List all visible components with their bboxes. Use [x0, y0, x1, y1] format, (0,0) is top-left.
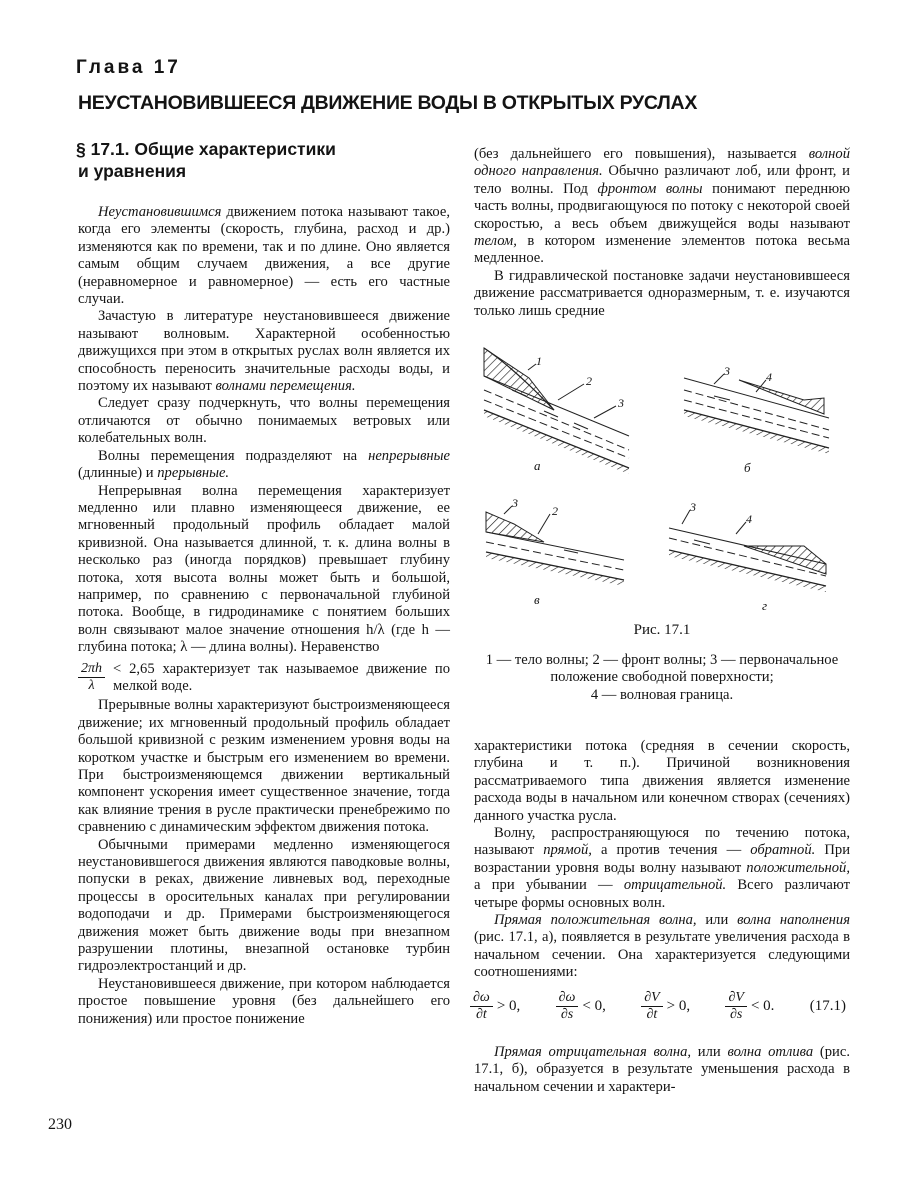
equation-term — [556, 990, 606, 1023]
callout-4: 4 — [766, 370, 772, 384]
legend-line: 1 — тело волны; 2 — фронт волны; 3 — первоначальное положение свободной поверхности; — [485, 652, 839, 686]
fraction-numerator: 2πh — [78, 661, 105, 678]
term-italic: Прямая положительная волна, — [494, 912, 697, 929]
term-italic: волна наполнения — [737, 912, 850, 929]
paragraph — [78, 483, 450, 657]
text: < 2,65 характеризует так называемое движение по мелкой воде. — [113, 660, 450, 694]
relation: < 0, — [582, 998, 606, 1014]
text: в котором изменение элементов потока весьма медленное. — [474, 233, 850, 267]
relation: < 0. — [750, 998, 775, 1014]
equation-term — [725, 990, 774, 1023]
term-italic: телом, — [474, 233, 517, 250]
chapter-title: НЕУСТАНОВИВШЕЕСЯ ДВИЖЕНИЕ ВОДЫ В ОТКРЫТЫХ РУСЛАХ — [78, 92, 698, 114]
paragraph — [78, 204, 450, 308]
fraction-numerator: ∂ω — [556, 990, 579, 1007]
term-italic: волна отлива — [727, 1044, 814, 1060]
callout-2: 2 — [552, 504, 558, 518]
panel-label-d: г — [762, 598, 768, 613]
fraction-denominator: λ — [88, 678, 95, 694]
figure-legend — [474, 652, 850, 704]
text: а при убывании — — [474, 877, 624, 894]
text: Непрерывная волна перемещения характеризует медленно или плавно изменяющееся движение, ее мгновенный продольный профиль обладает малой кривизной. Она называется длинной, т. к. длина волны в несколько раз (иногда порядков) превышает глубину потока, хотя высота волны может быть и большой, например, по сравнению с первоначальной глубиной потока. Вообще, в гидродинамике с понятием больших волн связывают малое значение отношения h/λ (где h — глубина потока; λ — длина волны). Неравенство — [78, 482, 450, 656]
relation: > 0, — [496, 998, 521, 1014]
page-number: 230 — [48, 1116, 72, 1133]
legend-line: 4 — волновая граница. — [590, 686, 734, 703]
callout-3: 3 — [724, 364, 730, 378]
text: или — [691, 1044, 728, 1060]
text: (рис. 17.1, а), появляется в результате увеличения расхода в начальном сечении. Она характеризуется следующими соотношениями: — [474, 929, 850, 981]
fraction-denominator: ∂t — [646, 1007, 658, 1022]
figure-drawing — [474, 338, 850, 628]
term-italic: непрерывные — [368, 447, 450, 464]
panel-label-b: б — [744, 460, 751, 475]
paragraph — [474, 825, 850, 912]
text: (рис. 17.1, б), образуется в результате уменьшения расхода в начальном сечении и характери- — [474, 1044, 850, 1095]
paragraph: Неустановившееся движение, при котором наблюдается простое повышение уровня (без дальнейшего его понижения) или простое понижение — [78, 975, 450, 1027]
chapter-label: Глава 17 — [76, 57, 181, 78]
term-italic: Неустановившимся — [98, 204, 222, 220]
term-italic: обратной. — [750, 842, 816, 859]
paragraph: характеристики потока (средняя в сечении скорость, глубина и т. п.). Причиной возникновения рассматриваемого типа движения является изменение расхода воды в начальном или конечном створах (сечениях) данного участка русла. — [474, 738, 850, 824]
paragraph: Обычными примерами медленно изменяющегося неустановившегося движения являются паводковые волны, попуски в реках, движение ливневых вод, переходные процессы в оросительных каналах при регулировании водоподачи и др. Примерами быстроизменяющегося движения может быть движение воды при внезапном разрушении плотины, внезапной остановке турбин гидроэлектростанций и др. — [78, 836, 450, 975]
callout-3: 3 — [618, 396, 624, 410]
paragraph: В гидравлической постановке задачи неустановившееся движение рассматривается одноразмерным, т. е. изучаются только лишь средние — [474, 267, 850, 319]
paragraph — [474, 1044, 850, 1096]
panel-b — [684, 374, 829, 454]
panel-label-a: а — [534, 458, 541, 473]
inequality-line — [78, 661, 450, 696]
callout-4: 4 — [746, 512, 752, 526]
text: Обычно различают лоб, или фронт, и тело волны. Под — [474, 163, 850, 197]
paragraph — [78, 308, 450, 395]
term-italic: положительной, — [746, 859, 850, 876]
paragraph — [78, 448, 450, 483]
text: Зачастую в литературе неустановившееся движение называют волновым. Характерной особенностью движущихся при этом в открытых руслах волн является их способность переносить значительные расходы воды, и поэтому их называют — [78, 308, 450, 395]
paragraph — [474, 146, 850, 268]
term-italic: Прямая отрицательная волна, — [494, 1044, 692, 1060]
callout-3: 3 — [690, 500, 696, 514]
term-italic: волной одного направления. — [474, 146, 850, 180]
fraction — [470, 990, 493, 1023]
panel-a — [484, 348, 629, 474]
fraction-denominator: ∂s — [560, 1007, 574, 1022]
paragraph: Прерывные волны характеризуют быстроизменяющееся движение; их мгновенный продольный профиль обладает большой кривизной с резким изменением уровня воды на коротком участке и быстрым его изменением во времени. При быстроизменяющемся движении вертикальный компонент ускорения имеет существенное значение, тогда как влияние трения в русле практически пренебрежимо по сравнению с динамическим эффектом движения потока. — [78, 697, 450, 836]
text: (без дальнейшего его повышения), называется — [474, 146, 809, 162]
text: (длинные) и — [78, 465, 158, 482]
fraction-numerator: ∂V — [641, 990, 662, 1007]
term-italic: прерывные. — [157, 465, 230, 482]
right-column-top — [474, 146, 850, 320]
section-title — [76, 138, 406, 182]
fraction-numerator: ∂ω — [470, 990, 493, 1007]
text: а против течения — — [591, 842, 751, 859]
fraction — [641, 990, 662, 1023]
fraction-denominator: ∂s — [730, 1007, 743, 1022]
callout-2: 2 — [586, 374, 592, 388]
text: При возрастании уровня воды волну называют — [474, 842, 850, 876]
callout-3: 3 — [512, 496, 518, 510]
term-italic: волнами перемещения. — [215, 378, 356, 395]
panel-label-c: в — [534, 592, 540, 607]
text: понимают переднюю часть волны, продвигающуюся по потоку с некоторой своей скоростью, а весь объем движущейся воды называют — [474, 180, 850, 232]
equation-term — [641, 990, 690, 1023]
fraction-numerator: ∂V — [725, 990, 746, 1007]
text: Всего различают четыре формы основных волн. — [474, 877, 850, 911]
text: Волны перемещения подразделяют на — [98, 447, 369, 464]
paragraph — [474, 912, 850, 982]
relation: > 0, — [666, 998, 691, 1014]
equation-term — [470, 990, 520, 1023]
term-italic: прямой, — [543, 842, 592, 859]
figure-caption: Рис. 17.1 — [633, 622, 691, 638]
section-title-line1: § 17.1. Общие характеристики — [76, 139, 336, 159]
term-italic: фронтом волны — [597, 180, 703, 197]
equation-number: (17.1) — [809, 998, 846, 1014]
term-italic: отрицательной. — [623, 877, 727, 894]
fraction — [556, 990, 579, 1023]
section-title-line2: и уравнения — [78, 161, 187, 181]
text: Волну, распространяющуюся по течению потока, называют — [474, 825, 850, 859]
fraction — [78, 661, 105, 694]
right-column-end — [474, 1044, 850, 1096]
left-column — [78, 204, 450, 1028]
callout-1: 1 — [536, 354, 542, 368]
fraction-denominator: ∂t — [476, 1007, 487, 1022]
figure-17-1 — [474, 338, 850, 628]
paragraph: Следует сразу подчеркнуть, что волны перемещения отличаются от обычно понимаемых ветровых или колебательных волн. — [78, 395, 450, 447]
fraction — [725, 990, 746, 1023]
text: движением потока называют такое, когда его элементы (скорость, глубина, расход и др.) изменяются как по времени, так и по длине. Оно является самым общим случаем движения, а все другие (неравномерное и равномерное) — есть его частные случаи. — [78, 204, 450, 308]
text: или — [696, 912, 738, 929]
equation-17-1 — [470, 990, 846, 1023]
right-column-bottom — [474, 738, 850, 982]
